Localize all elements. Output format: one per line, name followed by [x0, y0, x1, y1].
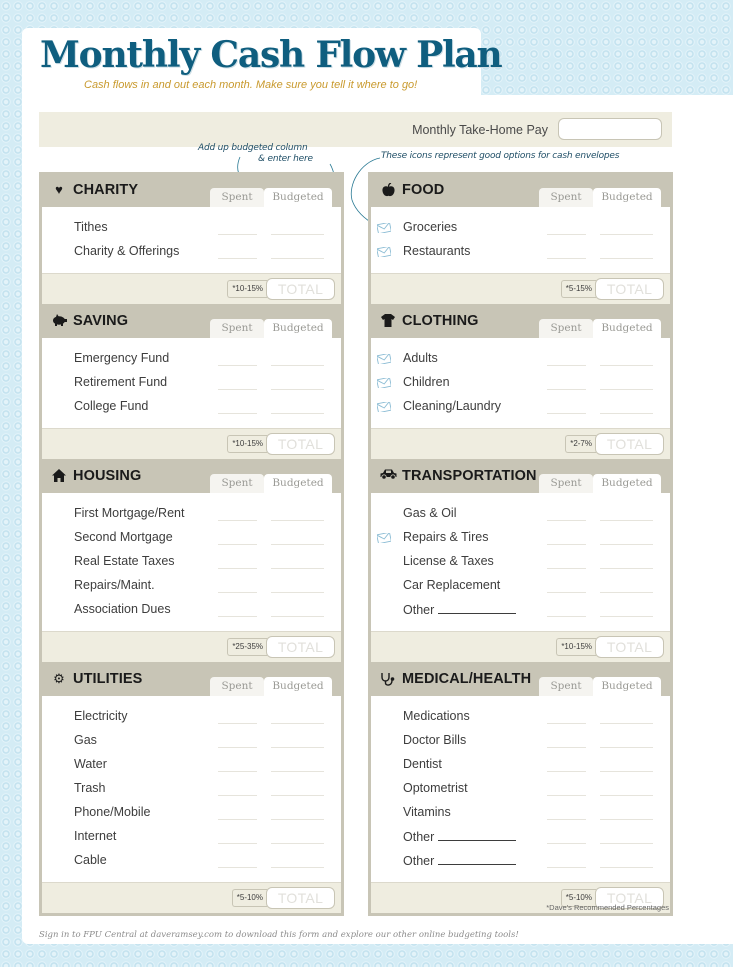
item-label: Association Dues: [74, 602, 171, 616]
take-home-pay-label: Monthly Take-Home Pay: [412, 123, 548, 137]
spent-field[interactable]: [547, 867, 586, 868]
recommended-percentage: *10-15%: [556, 638, 596, 656]
list-item: [42, 825, 341, 849]
spent-field[interactable]: [547, 365, 586, 366]
budgeted-field[interactable]: [271, 592, 324, 593]
spent-field[interactable]: [218, 520, 257, 521]
house-icon: [51, 469, 67, 483]
budgeted-field[interactable]: [600, 568, 653, 569]
item-label: Real Estate Taxes: [74, 554, 175, 568]
take-home-pay-bar: [39, 112, 672, 147]
section-title: CHARITY: [73, 182, 139, 198]
item-label: Gas & Oil: [403, 506, 457, 520]
item-label: Cleaning/Laundry: [403, 399, 501, 413]
page-subtitle: Cash flows in and out each month. Make sure you tell it where to go!: [84, 79, 418, 91]
envelope-annotation: These icons represent good options for cash envelopes: [381, 151, 620, 161]
budgeted-field[interactable]: [600, 867, 653, 868]
list-item: [371, 598, 670, 622]
budgeted-field[interactable]: [600, 389, 653, 390]
list-item: [371, 574, 670, 598]
budgeted-field[interactable]: [600, 747, 653, 748]
list-item: [371, 825, 670, 849]
budgeted-field[interactable]: [271, 723, 324, 724]
spent-tab: Spent: [210, 677, 264, 696]
spent-field[interactable]: [218, 568, 257, 569]
spent-field[interactable]: [547, 843, 586, 844]
spent-field[interactable]: [218, 389, 257, 390]
budgeted-tab: Budgeted: [264, 677, 332, 696]
section-header: [371, 662, 670, 696]
item-label: Retirement Fund: [74, 375, 168, 389]
spent-field[interactable]: [547, 592, 586, 593]
envelope-icon: [377, 533, 391, 543]
item-label: Second Mortgage: [74, 530, 173, 544]
list-item: [42, 753, 341, 777]
budget-annotation-line1: Add up budgeted column: [198, 143, 308, 153]
spent-tab: Spent: [210, 474, 264, 493]
budgeted-field[interactable]: [600, 795, 653, 796]
list-item: [42, 371, 341, 395]
budgeted-field[interactable]: [600, 771, 653, 772]
list-item: [42, 216, 341, 240]
spent-field[interactable]: [218, 771, 257, 772]
spent-field[interactable]: [547, 520, 586, 521]
list-item: [371, 347, 670, 371]
list-item: [371, 240, 670, 264]
list-item: [42, 849, 341, 873]
spent-field[interactable]: [547, 771, 586, 772]
list-item: [371, 705, 670, 729]
item-label: Other: [403, 853, 516, 868]
item-label: Trash: [74, 781, 106, 795]
section-clothing: [371, 304, 670, 459]
total-field[interactable]: TOTAL: [266, 636, 335, 658]
section-title: UTILITIES: [73, 671, 143, 687]
spent-field[interactable]: [547, 234, 586, 235]
budgeted-field[interactable]: [600, 592, 653, 593]
item-label: Charity & Offerings: [74, 244, 180, 258]
list-item: [371, 801, 670, 825]
item-label: Groceries: [403, 220, 458, 234]
spent-field[interactable]: [218, 258, 257, 259]
section-utilities: [42, 662, 341, 913]
recommended-percentage: *5-15%: [561, 280, 596, 298]
section-charity: [42, 173, 341, 304]
spent-field[interactable]: [547, 616, 586, 617]
budgeted-field[interactable]: [600, 234, 653, 235]
list-item: [42, 777, 341, 801]
budgeted-field[interactable]: [600, 616, 653, 617]
other-name-field[interactable]: [438, 853, 516, 865]
spent-field[interactable]: [218, 795, 257, 796]
spent-field[interactable]: [547, 544, 586, 545]
item-label: Car Replacement: [403, 578, 501, 592]
item-label: Other: [403, 602, 516, 617]
item-label: Emergency Fund: [74, 351, 170, 365]
spent-field[interactable]: [547, 795, 586, 796]
spent-field[interactable]: [218, 413, 257, 414]
item-label: Cable: [74, 853, 107, 867]
budgeted-field[interactable]: [271, 258, 324, 259]
budgeted-field[interactable]: [271, 365, 324, 366]
budgeted-field[interactable]: [271, 544, 324, 545]
budgeted-tab: Budgeted: [264, 188, 332, 207]
budgeted-tab: Budgeted: [593, 474, 661, 493]
spent-tab: Spent: [210, 319, 264, 338]
section-title: SAVING: [73, 313, 129, 329]
recommended-percentage: *10-15%: [227, 280, 267, 298]
spent-field[interactable]: [547, 568, 586, 569]
budgeted-field[interactable]: [271, 843, 324, 844]
list-item: [371, 216, 670, 240]
column-left: [39, 172, 344, 916]
item-label: First Mortgage/Rent: [74, 506, 185, 520]
item-label: License & Taxes: [403, 554, 494, 568]
budget-annotation-line2: & enter here: [258, 154, 313, 164]
list-item: [371, 550, 670, 574]
list-item: [42, 240, 341, 264]
item-label: Dentist: [403, 757, 442, 771]
piggy-bank-icon: [51, 314, 67, 328]
total-field[interactable]: TOTAL: [266, 278, 335, 300]
item-label: Internet: [74, 829, 117, 843]
list-item: [42, 729, 341, 753]
section-footer: [42, 428, 341, 459]
signin-note: Sign in to FPU Central at daveramsey.com to download this form and explore our other online budgeting tools!: [39, 930, 519, 940]
budgeted-field[interactable]: [271, 819, 324, 820]
spent-field[interactable]: [218, 843, 257, 844]
list-item: [42, 705, 341, 729]
item-label: Phone/Mobile: [74, 805, 151, 819]
recommended-percentages-note: *Dave's Recommended Percentages: [546, 903, 669, 912]
section-footer: [42, 631, 341, 662]
total-field[interactable]: TOTAL: [595, 433, 664, 455]
total-field[interactable]: TOTAL: [266, 433, 335, 455]
recommended-percentage: *10-15%: [227, 435, 267, 453]
section-footer: [371, 631, 670, 662]
item-label: Children: [403, 375, 450, 389]
item-label: Medications: [403, 709, 470, 723]
envelope-icon: [377, 354, 391, 364]
budgeted-field[interactable]: [271, 413, 324, 414]
list-item: [371, 526, 670, 550]
section-header: [42, 459, 341, 493]
section-footer: [371, 428, 670, 459]
gears-icon: ⚙: [53, 671, 65, 686]
list-item: [42, 598, 341, 622]
item-label: Doctor Bills: [403, 733, 467, 747]
list-item: [371, 777, 670, 801]
spent-field[interactable]: [547, 747, 586, 748]
section-transportation: [371, 459, 670, 662]
spent-field[interactable]: [218, 867, 257, 868]
recommended-percentage: *5-10%: [232, 889, 267, 907]
item-label: College Fund: [74, 399, 149, 413]
list-item: [371, 502, 670, 526]
list-item: [371, 849, 670, 873]
budgeted-field[interactable]: [600, 819, 653, 820]
list-item: [42, 347, 341, 371]
list-item: [42, 801, 341, 825]
section-title: CLOTHING: [402, 313, 479, 329]
item-label: Restaurants: [403, 244, 471, 258]
other-name-field[interactable]: [438, 602, 516, 614]
budgeted-field[interactable]: [271, 771, 324, 772]
spent-field[interactable]: [218, 819, 257, 820]
item-label: Repairs & Tires: [403, 530, 489, 544]
section-food: [371, 173, 670, 304]
section-header: [371, 304, 670, 338]
page-title: Monthly Cash Flow Plan: [40, 34, 502, 76]
apple-icon: [380, 183, 396, 197]
budgeted-field[interactable]: [600, 544, 653, 545]
section-header: [371, 459, 670, 493]
spent-field[interactable]: [218, 234, 257, 235]
total-field[interactable]: TOTAL: [266, 887, 335, 909]
section-saving: [42, 304, 341, 459]
budgeted-field[interactable]: [271, 616, 324, 617]
budgeted-field[interactable]: [271, 568, 324, 569]
envelope-icon: [377, 402, 391, 412]
item-label: Adults: [403, 351, 438, 365]
item-label: Tithes: [74, 220, 108, 234]
envelope-icon: [377, 247, 391, 257]
list-item: [371, 371, 670, 395]
recommended-percentage: *25-35%: [227, 638, 267, 656]
spent-field[interactable]: [547, 258, 586, 259]
section-title: FOOD: [402, 182, 445, 198]
list-item: [371, 395, 670, 419]
spent-tab: Spent: [210, 188, 264, 207]
spent-tab: Spent: [539, 474, 593, 493]
list-item: [42, 395, 341, 419]
section-footer: [42, 273, 341, 304]
budgeted-field[interactable]: [600, 413, 653, 414]
budgeted-field[interactable]: [271, 389, 324, 390]
take-home-pay-input[interactable]: [558, 118, 662, 140]
budgeted-field[interactable]: [600, 843, 653, 844]
other-name-field[interactable]: [438, 829, 516, 841]
item-label: Other: [403, 829, 516, 844]
budgeted-field[interactable]: [271, 520, 324, 521]
budgeted-field[interactable]: [271, 795, 324, 796]
section-header: [42, 173, 341, 207]
budgeted-tab: Budgeted: [593, 188, 661, 207]
spent-field[interactable]: [547, 723, 586, 724]
section-medical-health: [371, 662, 670, 913]
envelope-icon: [377, 378, 391, 388]
spent-tab: Spent: [539, 188, 593, 207]
budgeted-field[interactable]: [600, 520, 653, 521]
item-label: Electricity: [74, 709, 128, 723]
list-item: [42, 574, 341, 598]
budgeted-tab: Budgeted: [264, 474, 332, 493]
spent-field[interactable]: [218, 747, 257, 748]
item-label: Vitamins: [403, 805, 451, 819]
list-item: [371, 729, 670, 753]
section-title: TRANSPORTATION: [402, 468, 537, 484]
spent-tab: Spent: [539, 677, 593, 696]
heart-icon: ♥: [55, 182, 63, 197]
car-icon: [380, 469, 396, 483]
spent-field[interactable]: [218, 616, 257, 617]
total-field[interactable]: TOTAL: [595, 278, 664, 300]
spent-tab: Spent: [539, 319, 593, 338]
budgeted-field[interactable]: [271, 747, 324, 748]
total-field[interactable]: TOTAL: [595, 636, 664, 658]
item-label: Water: [74, 757, 107, 771]
spent-field[interactable]: [547, 389, 586, 390]
budgeted-field[interactable]: [600, 365, 653, 366]
section-header: [42, 662, 341, 696]
total-field[interactable]: TOTAL: [595, 887, 664, 909]
budgeted-tab: Budgeted: [593, 319, 661, 338]
list-item: [42, 502, 341, 526]
spent-field[interactable]: [218, 544, 257, 545]
list-item: [371, 753, 670, 777]
spent-field[interactable]: [547, 413, 586, 414]
recommended-percentage: *2-7%: [565, 435, 596, 453]
budgeted-tab: Budgeted: [264, 319, 332, 338]
envelope-icon: [377, 223, 391, 233]
section-header: [42, 304, 341, 338]
budgeted-field[interactable]: [600, 723, 653, 724]
list-item: [42, 550, 341, 574]
list-item: [42, 526, 341, 550]
section-footer: [371, 273, 670, 304]
budgeted-field[interactable]: [271, 867, 324, 868]
spent-field[interactable]: [547, 819, 586, 820]
section-header: [371, 173, 670, 207]
item-label: Optometrist: [403, 781, 468, 795]
item-label: Gas: [74, 733, 97, 747]
item-label: Repairs/Maint.: [74, 578, 155, 592]
section-housing: [42, 459, 341, 662]
budgeted-field[interactable]: [600, 258, 653, 259]
budgeted-field[interactable]: [271, 234, 324, 235]
spent-field[interactable]: [218, 365, 257, 366]
section-title: MEDICAL/HEALTH: [402, 671, 532, 687]
spent-field[interactable]: [218, 723, 257, 724]
stethoscope-icon: [380, 672, 396, 686]
section-title: HOUSING: [73, 468, 142, 484]
section-footer: [42, 882, 341, 913]
shirt-icon: [380, 314, 396, 328]
column-right: [368, 172, 673, 916]
spent-field[interactable]: [218, 592, 257, 593]
budgeted-tab: Budgeted: [593, 677, 661, 696]
recommended-percentage: *5-10%: [561, 889, 596, 907]
